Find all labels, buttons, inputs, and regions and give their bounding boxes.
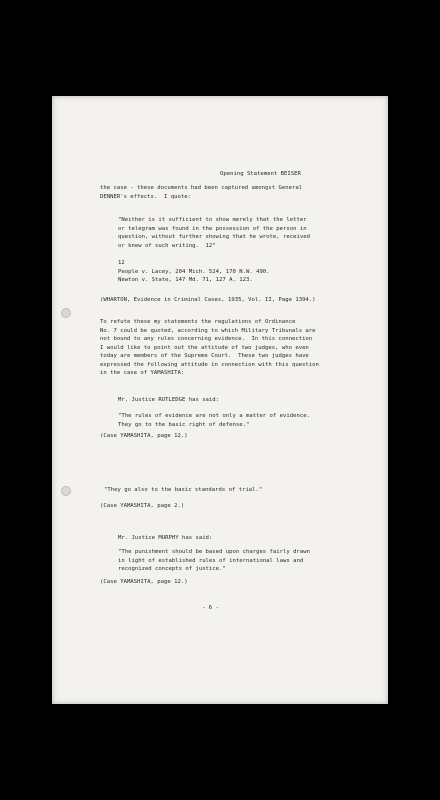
citation: (Case YAMASHITA, page 2.) [100,503,185,509]
punch-hole [61,486,71,496]
citation: (WHARTON, Evidence in Criminal Cases, 1935, Vol. II, Page 1394.) [100,297,316,303]
block-quote: "Neither is it sufficient to show merely that the letter or telegram was found in the possession of the person in question, without further showing that he wrote, received or knew of such writing. 12" [118,217,310,249]
block-quote: "The punishment should be based upon charges fairly drawn in light of established rules of international laws and recognized concepts of justice." [118,549,310,572]
citation: (Case YAMASHITA, page 12.) [100,433,188,439]
page-number: - 6 - [202,605,219,611]
document-page [52,96,388,704]
page-header: Opening Statement BEISER [220,171,301,177]
block-quote: "The rules of evidence are not only a matter of evidence. They go to the basic right of defense." [118,413,310,428]
justice-attribution: Mr. Justice RUTLEDGE has said: [118,397,220,403]
citation: (Case YAMASHITA, page 12.) [100,579,188,585]
paragraph-body: To refute these my statements the regulations of Ordinance No. 7 could be quoted, according to which Military Tribunals are not bound to any rules concerning evidence. In this connection I would like to point out the attitude of two judges, who even today are members of the Supreme Court. These two judges have expressed the following attitude in connection with this question in the case of YAMASHITA: [100,319,319,376]
justice-attribution: Mr. Justice MURPHY has said: [118,535,213,541]
block-quote: "They go also to the basic standards of trial." [104,487,263,493]
footnote: 12 People v. Lacey, 204 Mich. 524, 170 N.W. 490. Newton v. State, 147 Md. 71, 127 A. 123. [118,260,270,283]
paragraph-intro: the case - these documents had been captured amongst General DENNER's effects. I quote: [100,185,303,200]
punch-hole [61,308,71,318]
